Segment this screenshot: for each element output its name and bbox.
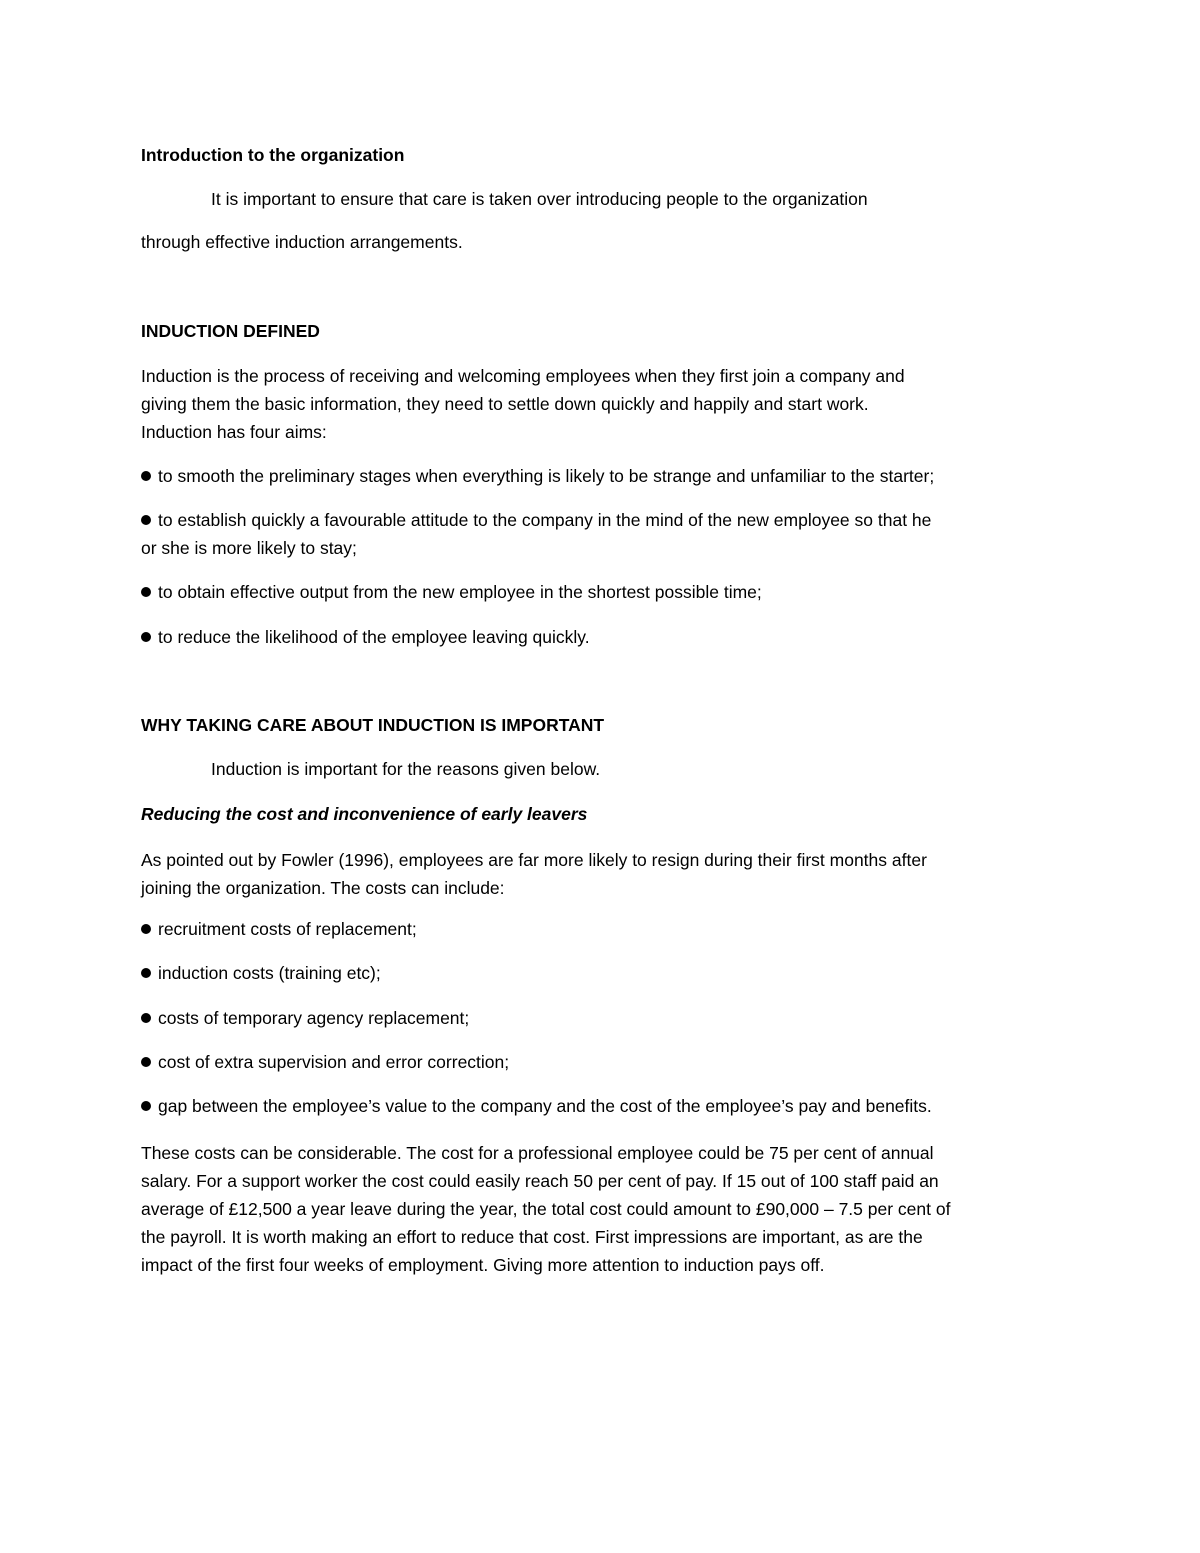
aim-bullet-continuation: or she is more likely to stay;: [141, 538, 357, 558]
fowler-paragraph: [141, 846, 927, 902]
intro-paragraph-line-2: through effective induction arrangements.: [141, 232, 463, 252]
paragraph-line: salary. For a support worker the cost could easily reach 50 per cent of pay. If 15 out of 100 staff paid an: [141, 1171, 939, 1191]
aim-bullet-item: [141, 510, 931, 531]
bullet-icon: [141, 587, 151, 597]
induction-definition-paragraph: [141, 362, 905, 446]
bullet-text: cost of extra supervision and error correction;: [158, 1052, 510, 1072]
bullet-icon: [141, 968, 151, 978]
cost-bullet-item: [141, 919, 417, 940]
section-heading-induction-defined: INDUCTION DEFINED: [141, 321, 320, 341]
paragraph-line: average of £12,500 a year leave during the year, the total cost could amount to £90,000 – 7.5 per cent of: [141, 1199, 951, 1219]
section-heading-why-important: WHY TAKING CARE ABOUT INDUCTION IS IMPORTANT: [141, 715, 605, 735]
section-heading-introduction: Introduction to the organization: [141, 145, 405, 165]
why-intro-line: Induction is important for the reasons given below.: [211, 759, 601, 779]
subheading-early-leavers: Reducing the cost and inconvenience of early leavers: [141, 804, 588, 824]
paragraph-line: These costs can be considerable. The cost for a professional employee could be 75 per cent of annual: [141, 1143, 934, 1163]
aim-bullet-item: [141, 582, 762, 603]
aim-bullet-item: [141, 466, 934, 487]
cost-bullet-item: [141, 1096, 932, 1117]
paragraph-line: As pointed out by Fowler (1996), employees are far more likely to resign during their first months after: [141, 850, 927, 870]
cost-bullet-item: [141, 1052, 509, 1073]
bullet-icon: [141, 632, 151, 642]
bullet-icon: [141, 471, 151, 481]
intro-paragraph-line-1: It is important to ensure that care is taken over introducing people to the organization: [211, 189, 868, 209]
bullet-text: recruitment costs of replacement;: [158, 919, 417, 939]
bullet-icon: [141, 924, 151, 934]
bullet-text: to obtain effective output from the new employee in the shortest possible time;: [158, 582, 762, 602]
paragraph-line: Induction is the process of receiving and welcoming employees when they first join a company and: [141, 366, 905, 386]
paragraph-line: the payroll. It is worth making an effort to reduce that cost. First impressions are important, as are the: [141, 1227, 923, 1247]
bullet-text: to reduce the likelihood of the employee leaving quickly.: [158, 627, 590, 647]
bullet-icon: [141, 1013, 151, 1023]
cost-bullet-item: [141, 963, 381, 984]
cost-bullet-item: [141, 1008, 469, 1029]
paragraph-line: impact of the first four weeks of employment. Giving more attention to induction pays off.: [141, 1255, 825, 1275]
aim-bullet-item: [141, 627, 590, 648]
bullet-text: gap between the employee’s value to the company and the cost of the employee’s pay and benefits.: [158, 1096, 932, 1116]
paragraph-line: giving them the basic information, they need to settle down quickly and happily and start work.: [141, 394, 869, 414]
closing-paragraph: [141, 1139, 950, 1279]
bullet-icon: [141, 515, 151, 525]
paragraph-line: Induction has four aims:: [141, 422, 327, 442]
paragraph-line: joining the organization. The costs can include:: [141, 878, 505, 898]
bullet-icon: [141, 1101, 151, 1111]
bullet-text: costs of temporary agency replacement;: [158, 1008, 470, 1028]
bullet-text: to smooth the preliminary stages when everything is likely to be strange and unfamiliar to the starter;: [158, 466, 935, 486]
bullet-icon: [141, 1057, 151, 1067]
bullet-text: induction costs (training etc);: [158, 963, 381, 983]
bullet-text: to establish quickly a favourable attitude to the company in the mind of the new employee so that he: [158, 510, 932, 530]
